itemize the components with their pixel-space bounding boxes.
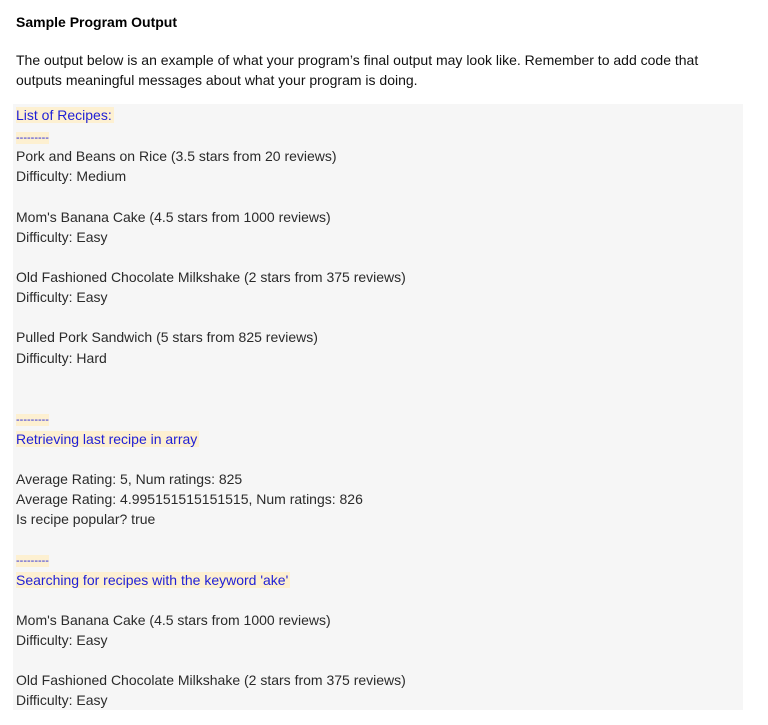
search-result-difficulty: Difficulty: Easy [16,692,108,708]
rating-line-2: Average Rating: 4.995151515151515, Num ratings: 826 [16,491,363,507]
separator: --------- [16,132,49,144]
intro-paragraph: The output below is an example of what your program’s final output may look like. Remember to add code that outputs meaningful messages about what your program is doing. [16,52,699,88]
recipe-title: Old Fashioned Chocolate Milkshake (2 stars from 375 reviews) [16,269,406,285]
separator-line [16,408,49,430]
rating-line-1: Average Rating: 5, Num ratings: 825 [16,471,243,487]
list-header-line [16,105,114,125]
search-header-line [16,570,290,590]
recipe-difficulty: Difficulty: Medium [16,168,127,184]
separator: --------- [16,414,49,426]
recipe-title: Pulled Pork Sandwich (5 stars from 825 reviews) [16,329,318,345]
recipe-difficulty: Difficulty: Easy [16,229,108,245]
popular-line: Is recipe popular? true [16,511,156,527]
retrieve-header-line [16,429,199,449]
recipe-difficulty: Difficulty: Easy [16,289,108,305]
separator-line [16,549,49,571]
list-header: List of Recipes: [16,107,112,123]
recipe-difficulty: Difficulty: Hard [16,350,107,366]
separator: --------- [16,555,49,567]
recipe-title: Pork and Beans on Rice (3.5 stars from 20 reviews) [16,148,337,164]
search-header: Searching for recipes with the keyword 'ake' [16,572,289,588]
separator-line [16,126,49,148]
retrieve-header: Retrieving last recipe in array [16,431,198,447]
search-result-title: Mom's Banana Cake (4.5 stars from 1000 reviews) [16,612,331,628]
search-result-title: Old Fashioned Chocolate Milkshake (2 stars from 375 reviews) [16,672,406,688]
search-result-difficulty: Difficulty: Easy [16,632,108,648]
recipe-title: Mom's Banana Cake (4.5 stars from 1000 reviews) [16,209,331,225]
section-heading: Sample Program Output [16,14,178,30]
